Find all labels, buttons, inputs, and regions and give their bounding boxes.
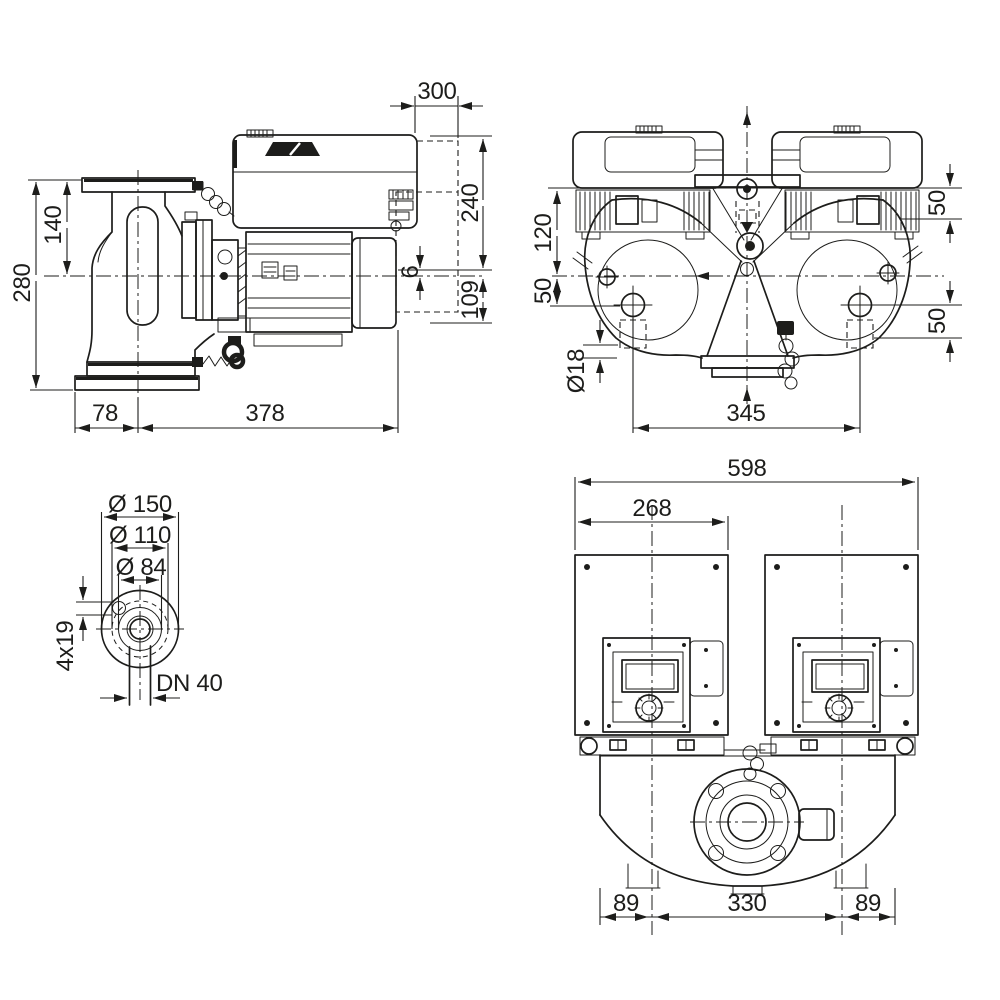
side-clearance-lines: [417, 141, 458, 192]
side-control-module: [192, 130, 417, 231]
dim-label-280: 280: [9, 263, 36, 303]
dim-label-50-left: 50: [530, 277, 557, 305]
top-pump-body: [600, 755, 895, 894]
top-dimensions: [575, 455, 918, 925]
top-view: [575, 455, 918, 935]
front-view: [530, 106, 962, 433]
dim-label-330: 330: [727, 890, 767, 917]
dim-label-240: 240: [457, 183, 484, 223]
dim-label-outer-diameter: Ø 150: [108, 491, 172, 518]
side-pump-body: [75, 178, 396, 390]
dim-label-378: 378: [245, 400, 285, 427]
dim-label-268: 268: [632, 495, 672, 522]
dim-label-nominal-diameter: DN 40: [156, 670, 223, 697]
dim-label-89-right: 89: [854, 890, 882, 917]
dim-label-109: 109: [457, 280, 484, 320]
flange-view: [52, 491, 223, 705]
dim-label-120: 120: [530, 213, 557, 253]
dim-label-345: 345: [726, 400, 766, 427]
dim-label-bolt-circle: Ø 110: [108, 522, 172, 549]
dim-label-300: 300: [417, 78, 457, 105]
dim-label-140: 140: [40, 205, 67, 245]
front-right-module: [772, 126, 922, 188]
dim-label-6: 6: [397, 265, 424, 279]
side-view: [9, 78, 492, 433]
dim-label-50-right-top: 50: [924, 189, 951, 217]
top-clamp-band: [580, 737, 915, 780]
side-sensor-cable: [192, 336, 243, 367]
front-left-module: [573, 126, 723, 188]
dim-label-598: 598: [727, 455, 767, 482]
dim-label-hole-diameter: Ø18: [563, 348, 590, 394]
dim-label-50-right-bottom: 50: [924, 307, 951, 335]
dim-label-hub-diameter: Ø 84: [115, 554, 167, 581]
dim-label-89-left: 89: [612, 890, 640, 917]
side-motor: [218, 232, 396, 346]
dim-label-bolt-holes: 4x19: [52, 620, 79, 672]
dim-label-78: 78: [91, 400, 119, 427]
